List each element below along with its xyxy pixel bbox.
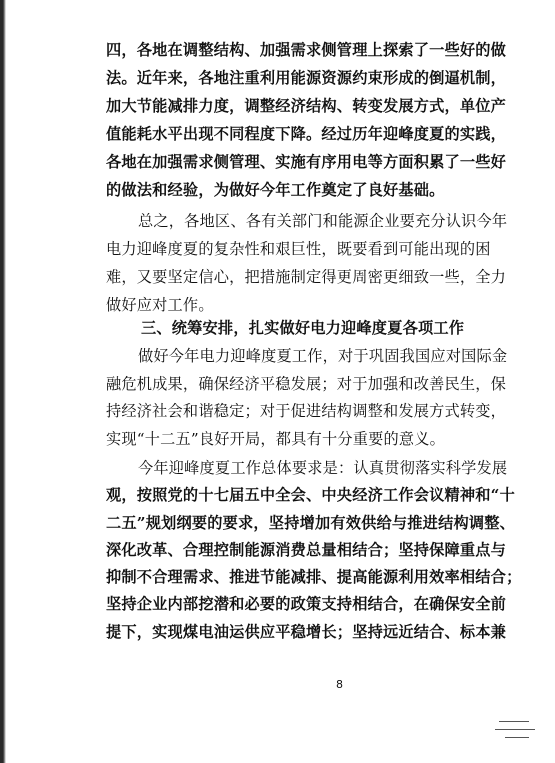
paragraph-1-line: 法。近年来，各地注重利用能源资源约束形成的倒逼机制， (106, 69, 507, 87)
paragraph-2-line: 总之，各地区、各有关部门和能源企业要充分认识今年 (138, 212, 508, 230)
paragraph-3-line: 做好今年电力迎峰度夏工作，对于巩固我国应对国际金 (138, 347, 508, 365)
paragraph-4-line: 深化改革、合理控制能源消费总量相结合；坚持保障重点与 (106, 540, 507, 559)
paragraph-1 (106, 38, 506, 206)
paragraph-3-line: 融危机成果，确保经济平稳发展；对于加强和改善民生，保 (106, 374, 507, 393)
paragraph-4-line: 二五”规划纲要的要求，坚持增加有效供给与推进结构调整、 (106, 513, 516, 532)
paragraph-1-line: 的做法和经验，为做好今年工作奠定了良好基础。 (106, 181, 445, 199)
paragraph-4 (106, 456, 521, 647)
paragraph-4-line: 今年迎峰度夏工作总体要求是：认真贯彻落实科学发展 (138, 459, 508, 477)
paragraph-4-line: 提下，实现煤电油运供应平稳增长；坚持远近结合、标本兼 (106, 622, 507, 641)
page-number: 8 (336, 678, 343, 691)
scan-artifact (495, 715, 537, 743)
paragraph-2-line: 电力迎峰度夏的复杂性和艰巨性，既要看到可能出现的困 (106, 240, 491, 258)
paragraph-1-line: 各地在加强需求侧管理、实施有序用电等方面积累了一些好 (106, 153, 507, 171)
paragraph-2-line: 做好应对工作。 (106, 296, 214, 314)
paragraph-3-line: 持经济社会和谐稳定；对于促进结构调整和发展方式转变， (106, 402, 507, 420)
paragraph-4-line: 坚持企业内部挖潜和必要的政策支持相结合，在确保安全前 (106, 595, 507, 614)
scan-binding-edge (0, 0, 6, 763)
paragraph-1-line: 加大节能减排力度，调整经济结构、转变发展方式，单位产 (106, 97, 507, 115)
paragraph-3 (106, 344, 507, 454)
paragraph-4-line: 抑制不合理需求、推进节能减排、提高能源利用效率相结合； (106, 568, 522, 587)
paragraph-1-line: 值能耗水平出现不同程度下降。经过历年迎峰度夏的实践， (106, 125, 507, 143)
paragraph-2-line: 难，又要坚定信心，把措施制定得更周密更细致一些，全力 (106, 268, 507, 286)
section-heading: 三、统筹安排，扎实做好电力迎峰度夏各项工作 (141, 319, 465, 337)
paragraph-2 (106, 209, 507, 321)
paragraph-3-line: 实现“十二五”良好开局，都具有十分重要的意义。 (106, 429, 446, 448)
paragraph-1-line: 四，各地在调整结构、加强需求侧管理上探索了一些好的做 (106, 41, 507, 59)
paragraph-4-line: 观，按照党的十七届五中全会、中央经济工作会议精神和“十 (106, 486, 516, 505)
